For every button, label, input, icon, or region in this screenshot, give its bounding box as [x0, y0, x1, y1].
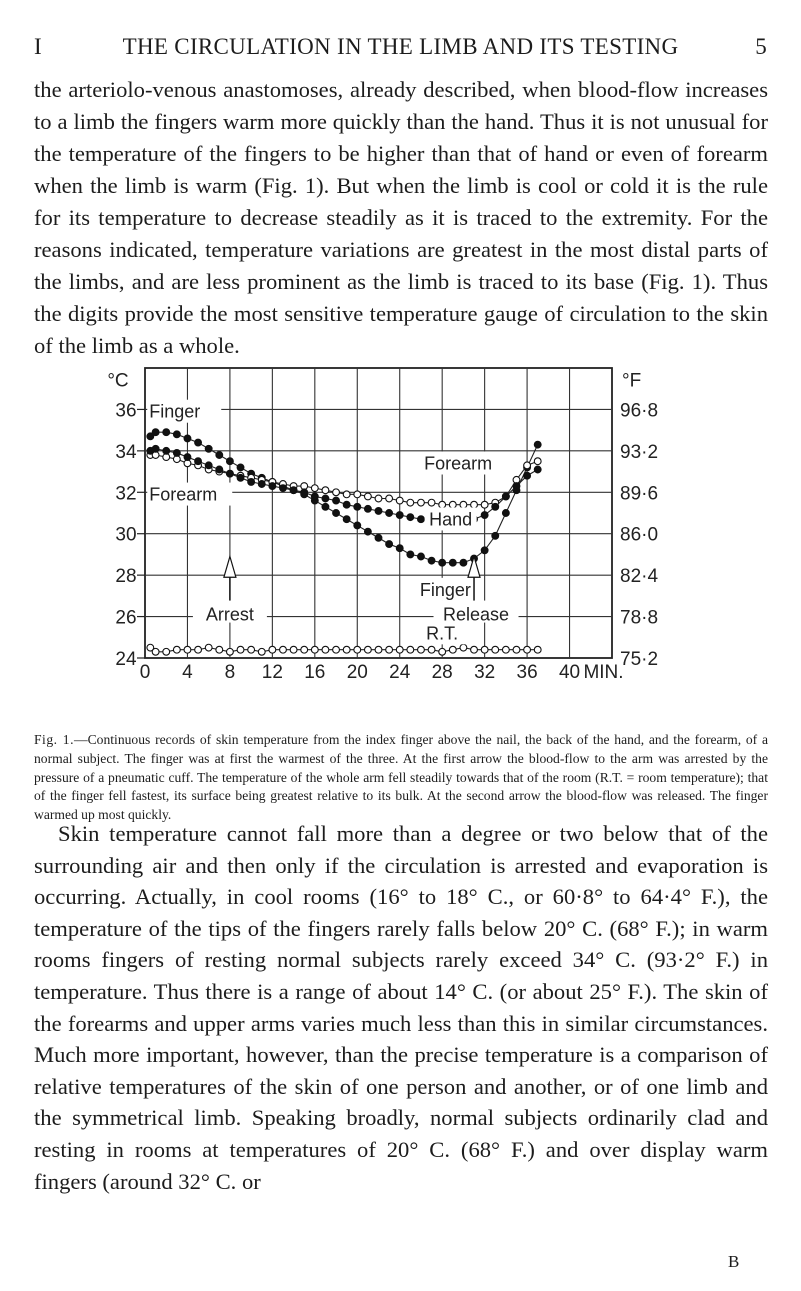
data-point — [375, 508, 382, 515]
data-point — [205, 445, 212, 452]
data-point — [439, 559, 446, 566]
x-tick-label: 4 — [182, 662, 193, 683]
x-tick-label: 16 — [304, 662, 326, 683]
data-point — [269, 646, 276, 653]
paragraph-1: the arteriolo-venous anastomoses, already described, when blood-flow increases to a limb the fingers warm more quickly than the hand. Thus it is not unusual for the temperature of the fingers to be higher than that of hand or even of forearm when the limb is warm (Fig. 1). But when the limb is cool or cold it is the rule for its temperature to decrease steadily as it is traced to the extremity. For the reasons indicated, temperature variations are greatest in the most distal parts of the limbs, and are less prominent as the limb is traced to its base (Fig. 1). Thus the digits provide the most sensitive temperature gauge of circulation to the skin of the limb as a whole. — [34, 77, 768, 358]
y-tick-label-right: 86·0 — [620, 524, 659, 546]
data-point — [534, 458, 541, 465]
data-point — [513, 483, 520, 490]
data-point — [322, 495, 329, 502]
data-point — [195, 458, 202, 465]
data-point — [173, 646, 180, 653]
data-point — [524, 462, 531, 469]
data-point — [364, 646, 371, 653]
y-tick-label-right: 82·4 — [620, 566, 659, 588]
data-point — [396, 545, 403, 552]
annotation-label: Release — [442, 604, 510, 625]
caption-label: Fig. 1. — [34, 732, 75, 747]
data-point — [364, 505, 371, 512]
annotation-arrow-head — [224, 557, 236, 578]
data-point — [333, 497, 340, 504]
data-point — [237, 646, 244, 653]
data-point — [205, 644, 212, 651]
data-point — [248, 646, 255, 653]
series-label: Finger — [419, 579, 471, 600]
page-number: 5 — [755, 34, 767, 59]
data-point — [418, 646, 425, 653]
data-point — [333, 489, 340, 496]
y-tick-label-left: 32 — [115, 483, 137, 505]
caption-text: —Continuous records of skin temperature from the index finger above the nail, the back of the hand, and the forearm, of a normal subject. The finger was at first the warmest of the three. At the first arrow the blood-flow to the arm was arrested by the pressure of a pneumatic cuff. The temperature of the whole arm fell steadily towards that of the room (R.T. = room temperature); that of the finger fell fastest, its surface being greatest relative to its bulk. At the second arrow the blood-flow was released. The finger warmed up most quickly. — [34, 732, 768, 823]
annotation-label: Arrest — [205, 604, 254, 625]
data-point — [492, 646, 499, 653]
x-tick-label: 28 — [431, 662, 453, 683]
data-point — [428, 499, 435, 506]
data-point — [471, 501, 478, 508]
data-point — [386, 646, 393, 653]
data-point — [237, 474, 244, 481]
data-point — [492, 532, 499, 539]
data-point — [418, 516, 425, 523]
data-point — [375, 495, 382, 502]
data-point — [407, 551, 414, 558]
y-tick-label-left: 30 — [115, 524, 137, 546]
paragraph-2: Skin temperature cannot fall more than a degree or two below that of the surrounding air and then only if the circulation is arrested and evaporation is occurring. Actually, in cool rooms (16° to 18° C., or 60·8° to 64·4° F.), the temperature of the tips of the fingers rarely falls below 20° C. (68° F.); in warm rooms fingers of resting normal subjects rarely exceed 34° C. (93·2° F.) in temperature. Thus there is a range of about 14° C. (or about 25° F.). The skin of the forearms and upper arms varies much less than this in similar circumstances. Much more important, however, than the precise temperature is a comparison of relative temperatures of the skin of one person and another, or of one limb and the symmetrical limb. Speaking broadly, normal subjects ordinarily clad and resting in rooms at temperatures of 20° C. (68° F.) and over display warm fingers (around 32° C. or — [34, 821, 768, 1194]
data-point — [407, 646, 414, 653]
data-point — [237, 464, 244, 471]
data-point — [386, 495, 393, 502]
data-point — [418, 553, 425, 560]
data-point — [152, 648, 159, 655]
data-point — [354, 646, 361, 653]
y-tick-label-right: 93·2 — [620, 441, 659, 463]
series-label: Hand — [429, 509, 473, 530]
data-point — [524, 472, 531, 479]
figure-caption — [34, 731, 768, 825]
data-point — [418, 499, 425, 506]
data-point — [173, 450, 180, 457]
data-point — [184, 454, 191, 461]
data-point — [184, 435, 191, 442]
x-tick-label: 32 — [474, 662, 496, 683]
series-label: Forearm — [149, 484, 218, 505]
data-point — [227, 470, 234, 477]
data-point — [227, 458, 234, 465]
data-point — [396, 497, 403, 504]
data-point — [333, 646, 340, 653]
data-point — [163, 648, 170, 655]
data-point — [280, 646, 287, 653]
data-point — [460, 501, 467, 508]
data-point — [439, 648, 446, 655]
running-title: THE CIRCULATION IN THE LIMB AND ITS TESTING — [122, 34, 679, 59]
section-number: I — [34, 34, 42, 59]
data-point — [481, 547, 488, 554]
data-point — [195, 439, 202, 446]
data-point — [502, 646, 509, 653]
series-label: R.T. — [426, 623, 459, 644]
data-point — [280, 485, 287, 492]
data-point — [428, 646, 435, 653]
data-point — [481, 646, 488, 653]
data-point — [227, 648, 234, 655]
data-point — [173, 431, 180, 438]
y-tick-label-left: 28 — [115, 566, 137, 588]
data-point — [386, 510, 393, 517]
data-point — [322, 487, 329, 494]
data-point — [481, 501, 488, 508]
data-point — [375, 534, 382, 541]
data-point — [471, 646, 478, 653]
data-point — [343, 501, 350, 508]
data-point — [216, 452, 223, 459]
data-point — [375, 646, 382, 653]
data-point — [322, 646, 329, 653]
x-tick-label: 8 — [224, 662, 236, 683]
data-point — [524, 646, 531, 653]
data-point — [354, 503, 361, 510]
data-point — [364, 493, 371, 500]
data-point — [333, 510, 340, 517]
data-point — [460, 559, 467, 566]
x-tick-label: 24 — [389, 662, 411, 683]
data-point — [152, 429, 159, 436]
chart-labels — [147, 400, 518, 645]
data-point — [449, 501, 456, 508]
y-tick-label-right: 75·2 — [620, 649, 659, 670]
temperature-chart — [0, 362, 801, 724]
y-tick-label-left: 24 — [115, 649, 137, 670]
y-tick-label-left: 34 — [115, 441, 137, 463]
x-tick-label: 20 — [346, 662, 368, 683]
series-label: Finger — [149, 401, 201, 422]
axis-unit-fahrenheit: °F — [622, 370, 642, 392]
data-point — [449, 646, 456, 653]
data-point — [396, 646, 403, 653]
series-label: Forearm — [424, 453, 493, 474]
y-tick-label-left: 36 — [115, 400, 137, 422]
data-point — [343, 646, 350, 653]
data-point — [301, 646, 308, 653]
data-point — [534, 646, 541, 653]
data-point — [386, 541, 393, 548]
data-point — [492, 503, 499, 510]
data-point — [481, 512, 488, 519]
y-tick-label-right: 89·6 — [620, 483, 659, 505]
data-point — [311, 493, 318, 500]
data-point — [460, 644, 467, 651]
data-point — [216, 466, 223, 473]
data-point — [163, 429, 170, 436]
x-tick-label: 36 — [516, 662, 538, 683]
data-point — [205, 462, 212, 469]
x-tick-label: 40 — [558, 662, 581, 683]
data-point — [152, 445, 159, 452]
data-point — [195, 646, 202, 653]
data-point — [428, 557, 435, 564]
data-point — [354, 491, 361, 498]
y-tick-label-left: 26 — [115, 607, 137, 629]
data-point — [322, 503, 329, 510]
data-point — [269, 483, 276, 490]
data-point — [290, 487, 297, 494]
data-point — [407, 499, 414, 506]
axis-unit-celsius: °C — [107, 370, 129, 392]
data-point — [534, 441, 541, 448]
data-point — [343, 516, 350, 523]
data-point — [311, 485, 318, 492]
data-point — [396, 512, 403, 519]
data-point — [354, 522, 361, 529]
figure-1 — [0, 362, 801, 729]
y-tick-label-right: 78·8 — [620, 607, 659, 629]
x-axis-label: MIN. — [583, 662, 624, 683]
data-point — [502, 493, 509, 500]
annotation-arrow-head — [468, 557, 480, 578]
signature-mark: B — [728, 1252, 740, 1271]
x-tick-label: 12 — [261, 662, 283, 683]
data-point — [301, 489, 308, 496]
data-point — [258, 648, 265, 655]
data-point — [364, 528, 371, 535]
data-point — [248, 479, 255, 486]
data-point — [449, 559, 456, 566]
data-point — [311, 646, 318, 653]
data-point — [502, 510, 509, 517]
data-point — [216, 646, 223, 653]
data-point — [534, 466, 541, 473]
data-point — [258, 481, 265, 488]
data-point — [513, 646, 520, 653]
y-tick-label-right: 96·8 — [620, 400, 659, 422]
data-point — [290, 646, 297, 653]
data-point — [343, 491, 350, 498]
data-point — [163, 447, 170, 454]
data-point — [439, 501, 446, 508]
x-tick-label: 0 — [139, 662, 151, 683]
data-point — [407, 514, 414, 521]
running-header — [34, 34, 767, 64]
data-point — [184, 646, 191, 653]
